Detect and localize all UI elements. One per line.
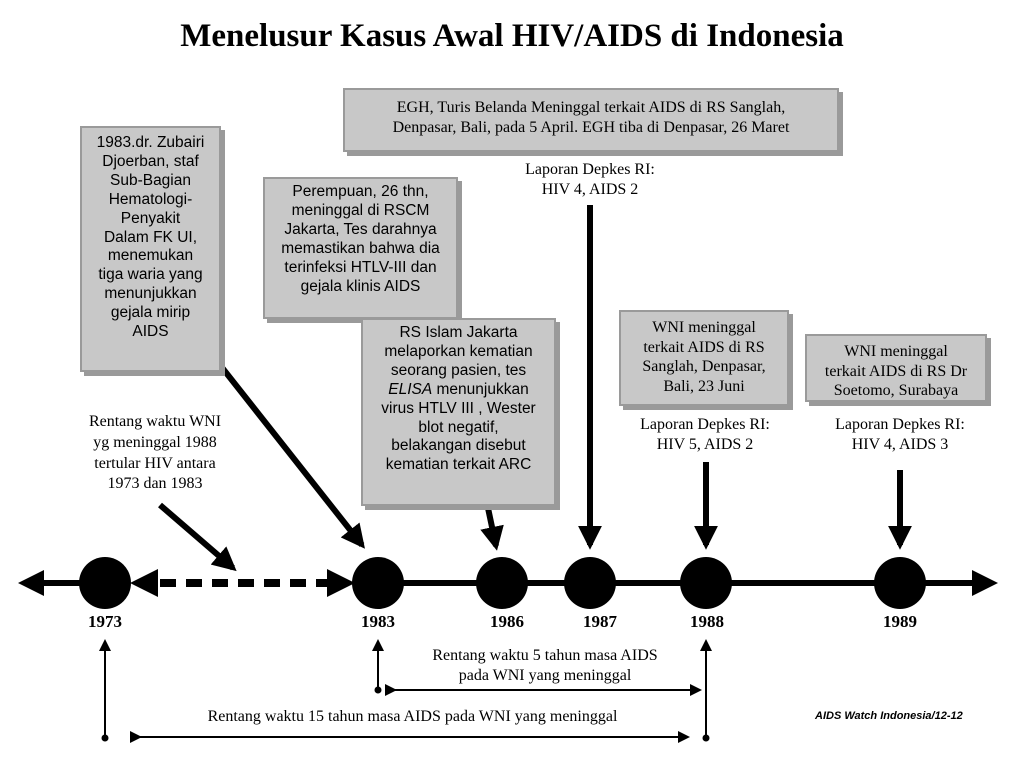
year-label-1988: 1988 (690, 612, 724, 631)
box-line: Dalam FK UI, (103, 228, 197, 246)
note-line: Rentang waktu WNI (88, 413, 222, 430)
note-line: 1973 dan 1983 (107, 475, 203, 493)
box-wni-soetomo (805, 334, 987, 402)
box-line: EGH, Turis Belanda Meninggal terkait AIDS di RS Sanglah, (396, 99, 786, 116)
node-1988 (680, 557, 732, 609)
box-zubairi-1983 (80, 126, 221, 372)
note-line: Laporan Depkes RI: (525, 161, 655, 178)
node-1983 (352, 557, 404, 609)
year-label-1983: 1983 (361, 612, 395, 631)
year-label-1986: 1986 (490, 612, 524, 631)
note-line: Rentang waktu 5 tahun masa AIDS (432, 647, 658, 664)
box-line: gejala klinis AIDS (300, 277, 421, 295)
box-line: memastikan bahwa dia (281, 239, 440, 257)
page-title: Menelusur Kasus Awal HIV/AIDS di Indonesia (180, 18, 844, 54)
note-depkes-1987 (490, 160, 690, 200)
box-perempuan (263, 177, 458, 319)
timeline-inner-arrow-left (130, 569, 158, 597)
note-rentang-15-tahun: Rentang waktu 15 tahun masa AIDS pada WNI yang meninggal (207, 708, 618, 725)
box-line: tiga waria yang (98, 266, 203, 284)
box-line: menemukan (107, 247, 194, 265)
timeline-arrow-left (18, 570, 44, 596)
note-depkes-1988 (605, 415, 805, 455)
node-1986 (476, 557, 528, 609)
note-line: yg meninggal 1988 (93, 433, 217, 451)
box-line: virus HTLV III , Wester (381, 399, 536, 417)
box-wni-sanglah (619, 310, 789, 406)
credit-text: AIDS Watch Indonesia/12-12 (815, 710, 963, 722)
box-line: WNI meninggal (844, 343, 948, 360)
box-line: Sub-Bagian (109, 171, 191, 189)
note-rentang-5-tahun (395, 646, 695, 686)
year-label-1987: 1987 (583, 612, 617, 631)
box-line: terkait AIDS di RS Dr (824, 362, 968, 380)
node-1989 (874, 557, 926, 609)
box-line: melaporkan kematian (384, 342, 533, 360)
note-depkes-1989 (800, 415, 1000, 455)
note-line: pada WNI yang meninggal (458, 667, 632, 684)
box-line: menunjukkan (104, 285, 197, 303)
note-line: HIV 5, AIDS 2 (656, 436, 754, 453)
span-dot-1988 (703, 735, 710, 742)
arrow-rs-islam-to-1986 (488, 508, 496, 546)
box-line: 1983.dr. Zubairi (96, 134, 205, 151)
box-line: kematian terkait ARC (385, 456, 532, 474)
year-label-1973: 1973 (88, 612, 122, 631)
box-line: RS Islam Jakarta (399, 324, 518, 341)
note-line: Laporan Depkes RI: (835, 416, 965, 433)
note-line: tertular HIV antara (94, 454, 216, 472)
timeline-inner-arrow-right (327, 569, 355, 597)
box-line (363, 381, 554, 400)
box-egh (343, 88, 839, 152)
box-line: Djoerban, staf (102, 152, 199, 170)
box-line: Jakarta, Tes darahnya (284, 220, 437, 238)
box-line: seorang pasien, tes (390, 361, 527, 379)
span15-dot-1973 (102, 735, 109, 742)
box-line: meninggal di RSCM (291, 201, 430, 219)
year-label-1989: 1989 (883, 612, 917, 631)
note-line: HIV 4, AIDS 3 (851, 436, 949, 453)
elisa-italic: ELISA (388, 380, 433, 398)
box-line: Perempuan, 26 thn, (292, 183, 429, 200)
box-line: terinfeksi HTLV-III dan (284, 258, 437, 276)
box-line: Penyakit (120, 209, 181, 227)
arrow-rentang-to-dashed (160, 505, 233, 568)
span5-dot-1983 (375, 687, 382, 694)
box-line: AIDS (132, 323, 169, 341)
box-line-rest: menunjukkan (432, 380, 529, 398)
box-line: blot negatif, (418, 418, 499, 436)
box-line: Denpasar, Bali, pada 5 April. EGH tiba di Denpasar, 26 Maret (392, 118, 790, 136)
box-line: Bali, 23 Juni (663, 377, 745, 395)
node-1973 (79, 557, 131, 609)
timeline-arrow-right (972, 570, 998, 596)
note-line: HIV 4, AIDS 2 (541, 181, 639, 198)
box-rs-islam (361, 318, 556, 506)
box-line: terkait AIDS di RS (643, 338, 765, 356)
note-line: Laporan Depkes RI: (640, 416, 770, 433)
box-line: Hematologi- (108, 190, 193, 208)
box-line: WNI meninggal (652, 319, 756, 336)
box-line: Sanglah, Denpasar, (642, 358, 766, 376)
box-line: gejala mirip (110, 304, 191, 322)
box-line: belakangan disebut (391, 437, 526, 455)
node-1987 (564, 557, 616, 609)
box-line: Soetomo, Surabaya (833, 382, 959, 400)
note-rentang-wni (55, 412, 255, 495)
